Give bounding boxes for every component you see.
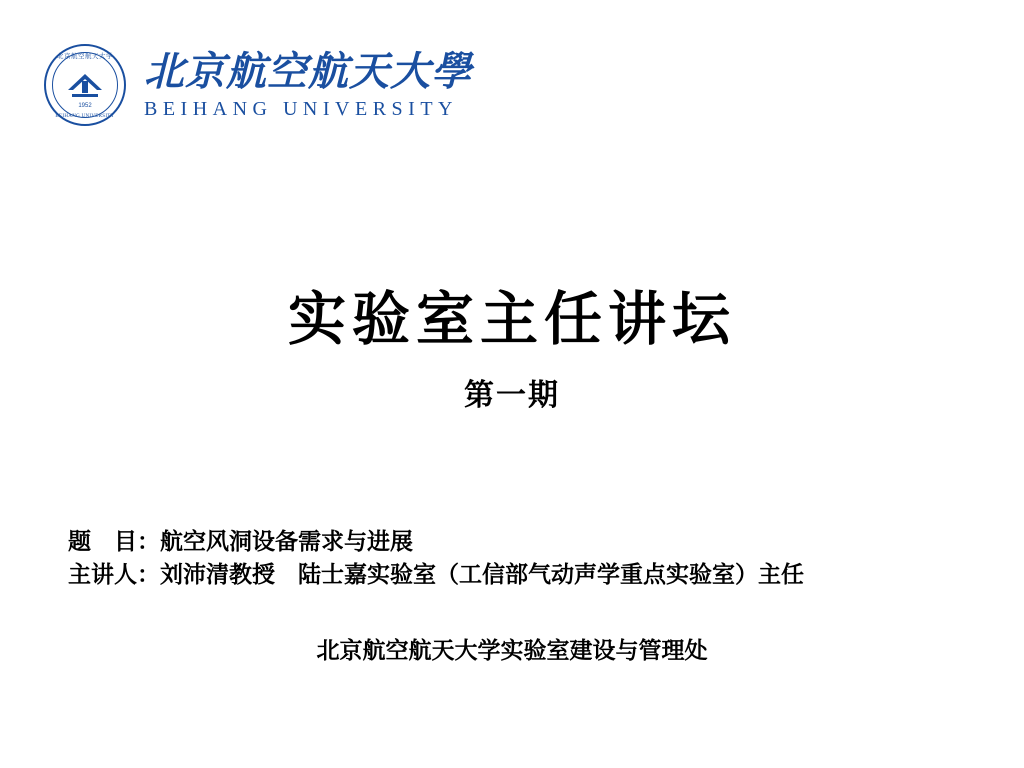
organization-line: 北京航空航天大学实验室建设与管理处 [316,637,708,663]
detail-block [68,525,988,591]
logo-wordmark [144,48,472,120]
logo-name-cn: 北京航空航天大學 [144,48,472,94]
detail-topic: 题 目：航空风洞设备需求与进展 [68,528,413,554]
seal-emblem-icon [64,68,106,102]
page-subtitle: 第一期 [464,379,560,412]
page-title: 实验室主任讲坛 [287,287,736,352]
detail-speaker: 主讲人：刘沛清教授 陆士嘉实验室（工信部气动声学重点实验室）主任 [68,561,804,587]
university-seal-icon [44,44,126,126]
logo-name-en: BEIHANG UNIVERSITY [144,97,458,120]
seal-year-text: 1952 [78,103,92,109]
university-logo [44,44,472,126]
seal-top-text: 北京航空航天大学 [57,53,113,60]
seal-bottom-text: BEIHANG UNIVERSITY [55,114,115,119]
